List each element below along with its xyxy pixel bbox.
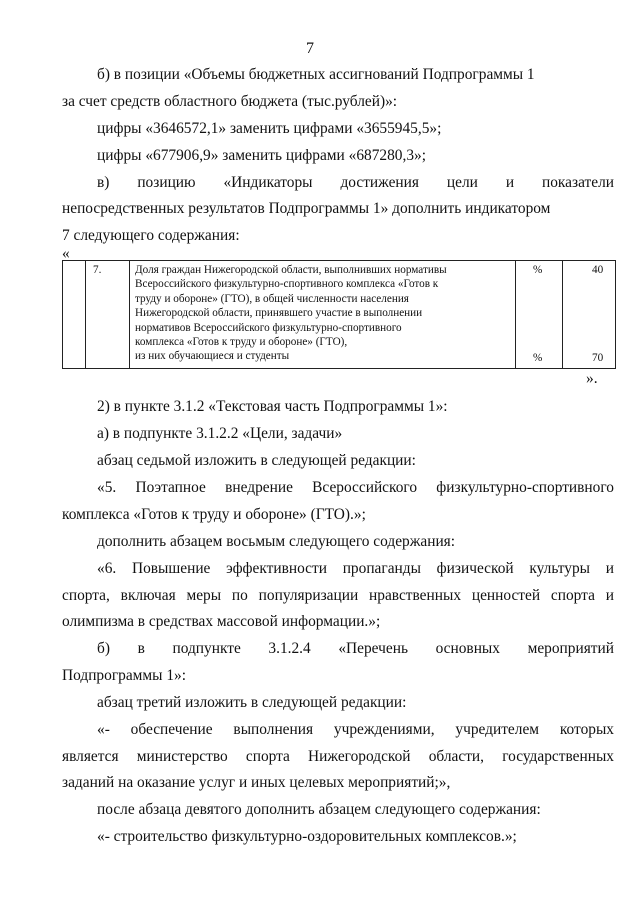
paragraph-ensuring-line2: является министерство спорта Нижегородской области, государственных xyxy=(62,748,614,765)
paragraph-indicators-line1: в) позицию «Индикаторы достижения цели и показатели xyxy=(97,174,614,191)
paragraph-ensuring-line3: заданий на оказание услуг и иных целевых мероприятий;», xyxy=(62,774,451,791)
paragraph-subsection-3-1-2-2: а) в подпункте 3.1.2.2 «Цели, задачи» xyxy=(97,425,343,442)
table-unit: % xyxy=(533,264,543,276)
paragraph-subsection-3-1-2-4-line2: Подпрограммы 1»: xyxy=(62,667,186,684)
paragraph-budget-position-line2: за счет средств областного бюджета (тыс.рублей)»: xyxy=(62,93,398,110)
paragraph-replace-figures-1: цифры «3646572,1» заменить цифрами «3655945,5»; xyxy=(97,120,442,137)
table-text-line: комплекса «Готов к труду и обороне» (ГТО), xyxy=(135,336,348,349)
paragraph-third-abzac: абзац третий изложить в следующей редакции: xyxy=(97,694,407,711)
indicator-table xyxy=(62,260,616,369)
table-divider xyxy=(85,261,86,368)
table-text-line: труду и обороне» (ГТО), в общей численности населения xyxy=(135,292,409,305)
table-unit: % xyxy=(533,352,543,364)
open-quote-mark: « xyxy=(62,245,70,262)
paragraph-construction: «- строительство физкультурно-оздоровительных комплексов.»; xyxy=(97,828,517,845)
table-divider xyxy=(515,261,516,368)
table-text-line: из них обучающиеся и студенты xyxy=(135,350,290,363)
paragraph-indicators-line3: 7 следующего содержания: xyxy=(62,227,240,244)
paragraph-add-eighth: дополнить абзацем восьмым следующего содержания: xyxy=(97,533,456,550)
paragraph-ensuring-line1: «- обеспечение выполнения учреждениями, учредителем которых xyxy=(97,721,614,738)
paragraph-after-ninth: после абзаца девятого дополнить абзацем следующего содержания: xyxy=(97,801,541,818)
table-indicator-text xyxy=(135,263,511,364)
paragraph-section-3-1-2: 2) в пункте 3.1.2 «Текстовая часть Подпрограммы 1»: xyxy=(97,398,448,415)
table-divider xyxy=(562,261,563,368)
page-number: 7 xyxy=(306,40,314,57)
paragraph-item-5-line1: «5. Поэтапное внедрение Всероссийского физкультурно-спортивного xyxy=(97,479,614,496)
table-text-line: Всероссийского физкультурно-спортивного комплекса «Готов к xyxy=(135,278,439,291)
paragraph-item-6-line2: спорта, включая меры по популяризации нравственных ценностей спорта и xyxy=(62,587,614,604)
paragraph-item-5-line2: комплекса «Готов к труду и обороне» (ГТО).»; xyxy=(62,506,366,523)
paragraph-item-6-line3: олимпизма в средствах массовой информации.»; xyxy=(62,613,381,630)
table-text-line: Нижегородской области, принявшего участие в выполнении xyxy=(135,307,423,320)
paragraph-replace-figures-2: цифры «677906,9» заменить цифрами «687280,3»; xyxy=(97,147,427,164)
table-text-line: Доля граждан Нижегородской области, выполнивших нормативы xyxy=(135,264,447,276)
table-value: 70 xyxy=(592,352,604,364)
table-text-line: нормативов Всероссийского физкультурно-спортивного xyxy=(135,321,402,334)
table-row-number: 7. xyxy=(93,264,102,276)
paragraph-subsection-3-1-2-4-line1: б) в подпункте 3.1.2.4 «Перечень основных мероприятий xyxy=(97,640,614,657)
paragraph-seventh-abzac: абзац седьмой изложить в следующей редакции: xyxy=(97,452,416,469)
paragraph-item-6-line1: «6. Повышение эффективности пропаганды физической культуры и xyxy=(97,560,614,577)
paragraph-budget-position-line1: б) в позиции «Объемы бюджетных ассигнований Подпрограммы 1 xyxy=(97,66,535,83)
table-divider xyxy=(129,261,130,368)
paragraph-indicators-line2: непосредственных результатов Подпрограммы 1» дополнить индикатором xyxy=(62,200,551,217)
table-value: 40 xyxy=(592,264,604,276)
close-quote-mark: ». xyxy=(586,370,598,387)
